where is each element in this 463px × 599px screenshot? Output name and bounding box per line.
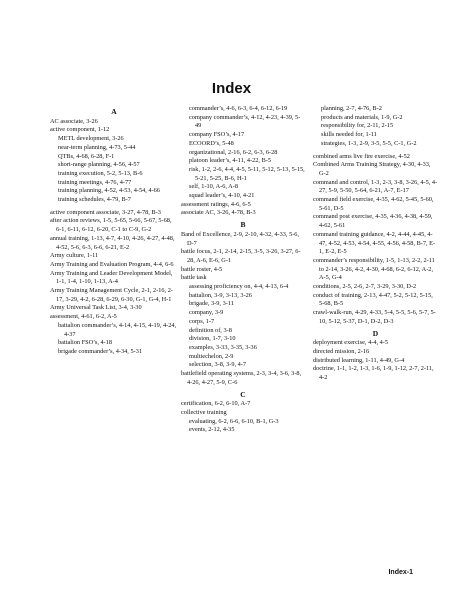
index-entry: conditions, 2-5, 2-6, 2-7, 3-29, 3-30, D-2: [313, 283, 417, 291]
index-column-1: [50, 105, 178, 357]
index-entry: assessment ratings, 4-6, 6-5: [181, 200, 251, 208]
index-subentry: division, 1-7, 3-10: [189, 335, 236, 343]
index-column-3: [313, 105, 438, 383]
index-subentry: responsibility for, 2-11, 2-15: [321, 122, 394, 130]
index-entry: command training guidance, 4-2, 4-44, 4-45, 4-47, 4-52, 4-53, 4-54, 4-55, 4-56, 4-58, B-7, E-1, E-2, E-5: [313, 230, 436, 256]
index-subentry: QTBs, 4-68, 6-28, F-1: [58, 152, 115, 160]
index-subentry: platoon leader’s, 4-11, 4-22, B-5: [189, 157, 272, 165]
index-entry: battle focus, 2-1, 2-14, 2-15, 3-5, 3-26, 3-27, 6-28, A-6, E-6, G-1: [181, 248, 301, 264]
index-subentry: commander’s, 4-6, 6-3, 6-4, 6-12, 6-19: [189, 105, 288, 112]
page-number: Index-1: [388, 569, 413, 576]
index-entry: Army culture, 1-11: [50, 252, 99, 260]
index-subentry: products and materials, 1-9, G-2: [321, 113, 403, 121]
index-entry: combined arms live fire exercise, 4-52: [313, 152, 410, 160]
section-letter: D: [372, 328, 379, 338]
index-entry: command post exercise, 4-35, 4-36, 4-38, 4-59, 4-62, 5-61: [313, 213, 433, 230]
index-subentry: brigade commander’s, 4-34, 5-31: [58, 347, 142, 355]
index-entry: battle task: [181, 274, 207, 282]
index-subentry: near-term planning, 4-73, 5-44: [58, 143, 136, 151]
index-subentry: evaluating, 6-2, 6-6, 6-10, B-1, G-3: [189, 417, 279, 425]
index-entry: assessment, 4-61, 6-2, A-5: [50, 313, 117, 321]
index-entry: command and control, 1-3, 2-3, 3-8, 3-26, 4-5, 4-27, 5-9, 5-50, 5-64, 6-21, A-7, E-17: [313, 178, 438, 195]
index-subentry: examples, 3-33, 3-35, 3-36: [189, 343, 257, 351]
index-subentry: brigade, 3-9, 3-11: [189, 300, 234, 308]
index-entry: collective training: [181, 408, 227, 416]
index-subentry: selection, 3-8, 3-9, 4-7: [189, 361, 247, 369]
index-subentry: battalion FSO’s, 4-18: [58, 339, 113, 347]
index-subentry: risk, 1-2, 2-6, 4-4, 4-5, 5-11, 5-12, 5-13, 5-15, 5-21, 5-25, B-6, H-1: [189, 165, 305, 182]
index-entry: conduct of training, 2-13, 4-47, 5-2, 5-12, 5-15, 5-68, B-5: [313, 291, 433, 308]
index-subentry: strategies, 1-3, 2-9, 3-5, 5-5, C-1, G-2: [321, 139, 417, 147]
section-letter: B: [240, 220, 246, 230]
index-entry: AC associate, 3-26: [50, 117, 98, 125]
index-subentry: training execution, 5-2, 5-13, B-6: [58, 169, 143, 177]
index-subentry: corps, 1-7: [189, 317, 215, 325]
index-subentry: organizational, 2-16, 6-2, 6-3, 6-28: [189, 148, 278, 156]
index-subentry: training schedules, 4-79, B-7: [58, 196, 131, 204]
index-subentry: planning, 2-7, 4-76, B-2: [321, 105, 382, 112]
index-entry: command field exercise, 4-35, 4-62, 5-45, 5-60, 5-61, D-5: [313, 196, 434, 212]
index-entry: distributed learning, 1-11, 4-49, G-4: [313, 356, 405, 364]
index-column-2: [181, 105, 305, 435]
index-entry: associate AC, 3-26, 4-78, B-3: [181, 209, 256, 217]
index-subentry: events, 2-12, 4-35: [189, 426, 235, 434]
index-entry: Army Training and Leader Development Model, 1-1, 1-4, 1-10, 1-13, A-4: [50, 269, 173, 286]
index-entry: commander’s responsibility, 1-5, 1-13, 2-2, 2-11 to 2-14, 3-26, 4-2, 4-30, 4-68, 6-2, 6-12, A-2, A-5, G-4: [313, 256, 435, 282]
index-subentry: self, 1-10, A-6, A-8: [189, 183, 238, 191]
index-entry: Army Universal Task List, 3-4, 3-30: [50, 304, 142, 312]
index-entry: active component, 1-12: [50, 126, 110, 134]
index-entry: Army Training Management Cycle, 2-1, 2-16, 2-17, 3-29, 4-2, 6-28, 6-29, 6-30, G-1, G-4, H-1: [50, 287, 173, 303]
index-entry: certification, 6-2, 6-10, A-7: [181, 400, 251, 408]
index-entry: doctrine, 1-1, 1-2, 1-3, 1-6, 1-9, 1-12, 2-7, 2-11, 4-2: [313, 365, 434, 382]
index-entry: Band of Excellence, 2-9, 2-10, 4-32, 4-33, 5-6, D-7: [181, 230, 300, 247]
page-title: Index: [211, 80, 252, 97]
index-entry: deployment exercise, 4-4, 4-5: [313, 339, 389, 347]
section-letter: A: [111, 107, 117, 116]
index-subentry: definition of, 3-8: [189, 326, 232, 334]
index-subentry: squad leader’s, 4-10, 4-21: [189, 192, 255, 200]
index-subentry: company, 3-9: [189, 309, 224, 317]
index-subentry: multiechelon, 2-9: [189, 352, 234, 360]
index-subentry: training meetings, 4-76, 4-77: [58, 178, 132, 186]
index-entry: directed mission, 2-16: [313, 347, 370, 355]
index-subentry: ECOORD’s, 5-48: [189, 139, 234, 147]
index-entry: battlefield operating systems, 2-3, 3-4, 3-6, 3-8, 4-26, 4-27, 5-9, C-6: [181, 370, 302, 386]
index-entry: annual training, 1-13, 4-7, 4-10, 4-26, 4-27, 4-48, 4-52, 5-6, 6-3, 6-6, 6-21, E-2: [50, 234, 175, 251]
index-subentry: short-range planning, 4-56, 4-57: [58, 161, 140, 169]
index-subentry: training planning, 4-52, 4-53, 4-54, 4-66: [58, 187, 160, 195]
index-subentry: battalion commander’s, 4-14, 4-15, 4-19, 4-24, 4-37: [58, 321, 177, 338]
section-letter: C: [240, 389, 246, 399]
index-entry: active component associate, 3-27, 4-78, B-3: [50, 208, 161, 216]
index-subentry: company commander’s, 4-12, 4-23, 4-39, 5-49: [189, 113, 301, 130]
index-entry: crawl-walk-run, 4-29, 4-33, 5-4, 5-5, 5-6, 5-7, 5-10, 5-12, 5-37, D-1, D-2, D-3: [313, 309, 436, 325]
index-entry: battle roster, 4-5: [181, 265, 223, 273]
index-subentry: battalion, 3-9, 3-13, 3-26: [189, 291, 252, 299]
index-entry: Army Training and Evaluation Program, 4-4, 6-6: [50, 260, 174, 268]
index-subentry: assessing proficiency on, 4-4, 4-13, 6-4: [189, 283, 289, 291]
index-entry: Combined Arms Training Strategy, 4-30, 4-33, G-2: [313, 161, 431, 177]
index-subentry: company FSO’s, 4-17: [189, 131, 245, 139]
index-entry: after action reviews, 1-5, 5-65, 5-66, 5-67, 5-68, 6-1, 6-11, 6-12, 6-20, C-1 to C-9, G-2: [50, 217, 172, 234]
index-subentry: METL development, 3-26: [58, 135, 124, 143]
index-subentry: skills needed for, 1-11: [321, 131, 377, 139]
